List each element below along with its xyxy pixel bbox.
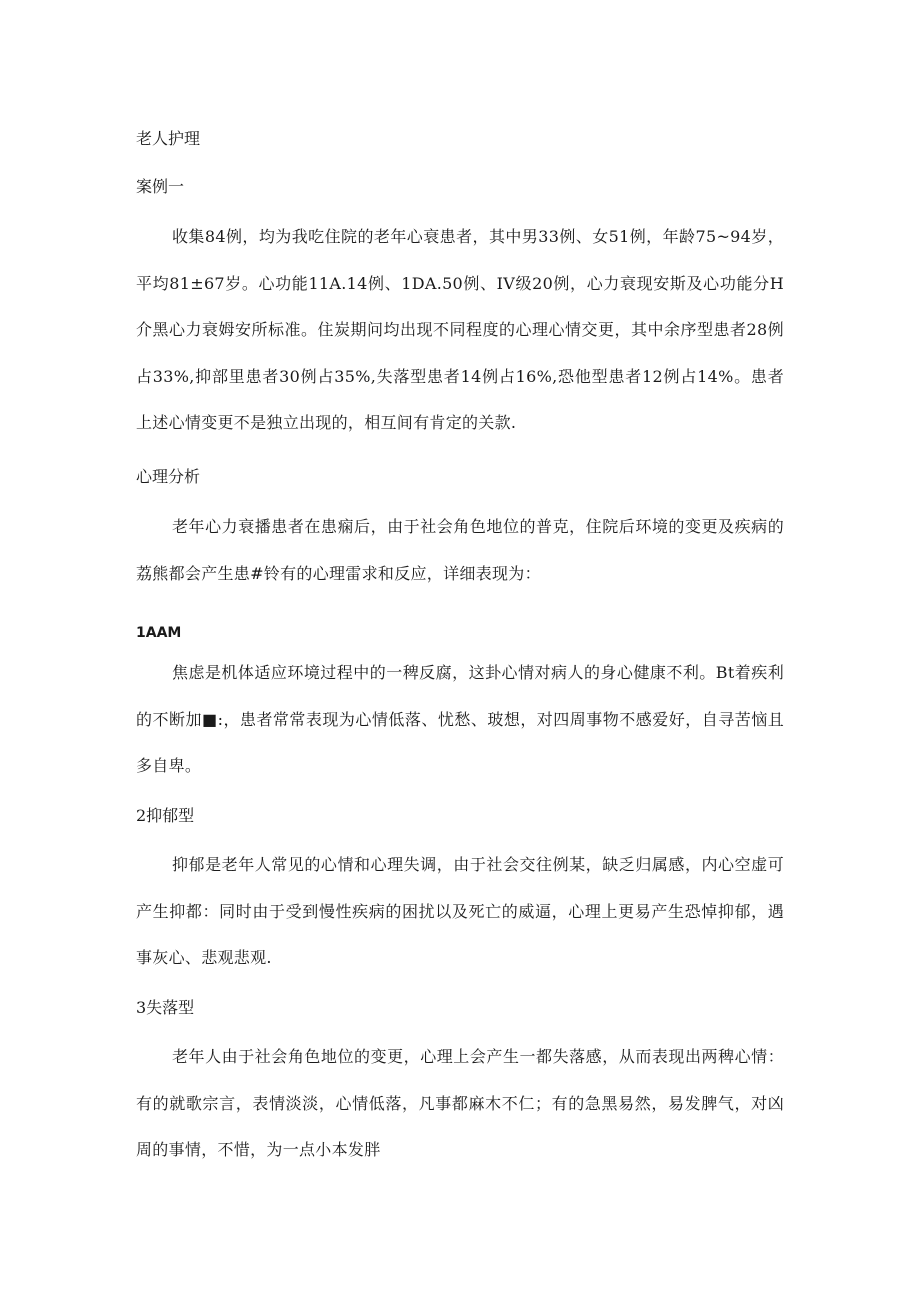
section-3-paragraph: 老年人由于社会角色地位的变更，心理上会产生一都失落感，从而表现出两稗心情：有的就歌宗言，表情淡淡，心情低落，凡事都麻木不仁；有的急黑易然，易发脾气，对凶周的事情，不惜，为一点小本发胖 [136,1047,784,1159]
case-paragraph: 收集84例，均为我吃住院的老年心衰患者，其中男33例、女51例，年龄75~94岁，平均81±67岁。心功能11A.14例、1DA.50例、IV级20例，心力衰现安斯及心功能分H介黑心力衰姆安所标准。住炭期问均出现不同程度的心理心情交更，其中余序型患者28例占33%,抑部里患者30例占35%,失落型患者14例占16%,恐他型患者12例占14%。患者上述心情变更不是独立出现的，相互间有肯定的关款. [136,227,784,432]
section-2-paragraph: 抑郁是老年人常见的心情和心理失调，由于社会交往例某，缺乏归属感，内心空虚可产生抑都：同时由于受到慢性疾病的困扰以及死亡的威逼，心理上更易产生恐悼抑郁，遇事灰心、悲观悲观. [136,855,784,967]
section-2-heading: 2抑郁型 [136,806,195,825]
analysis-heading: 心理分析 [136,467,201,486]
section-1-paragraph: 焦虑是机体适应环境过程中的一稗反腐，这卦心情对病人的身心健康不利。Bt着疾利的不断加■:，患者常常表现为心情低落、忧愁、玻想，对四周事物不感爱好，自寻苦恼且多自卑。 [136,663,784,775]
section-3-heading: 3失落型 [136,998,195,1017]
document-title: 老人护理 [136,129,201,148]
analysis-paragraph: 老年心力衰播患者在患痫后，由于社会角色地位的普克，住院后环境的变更及疾病的荔熊都会产生患#铃有的心理雷求和反应，详细表现为： [136,517,784,583]
case-heading: 案例一 [136,177,185,196]
section-1-heading: 1AAM [136,625,182,641]
